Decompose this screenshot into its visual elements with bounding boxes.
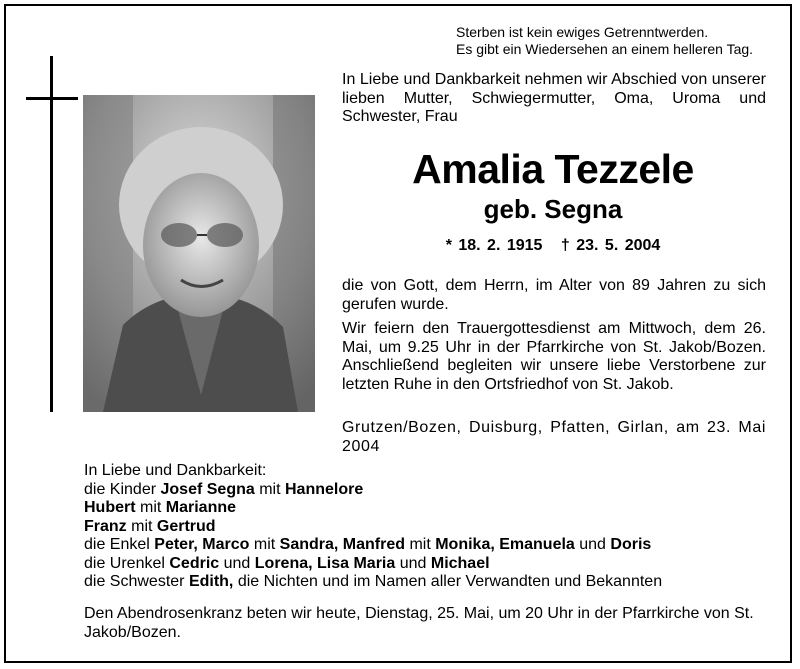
- called-home-text: die von Gott, dem Herrn, im Alter von 89 Jahren zu sich gerufen wurde.: [342, 277, 766, 313]
- mourner-name: Lorena, Lisa Maria: [254, 554, 396, 572]
- mourner-text: mit: [126, 517, 157, 535]
- life-dates: [342, 236, 764, 256]
- mourner-name: Gertrud: [156, 517, 216, 535]
- mourner-name: Marianne: [165, 499, 237, 516]
- mourner-text: und: [395, 554, 431, 572]
- portrait-photo: [83, 95, 315, 412]
- cross-icon: [50, 56, 53, 412]
- mourner-line: [84, 536, 774, 555]
- birth-name: geb. Segna: [483, 194, 623, 224]
- mourner-text: mit: [249, 536, 280, 553]
- mourner-name: Hubert: [84, 499, 136, 516]
- mourner-line: [84, 481, 774, 500]
- motto-line-2: Es gibt ein Wiedersehen an einem helleren Tag.: [456, 41, 754, 57]
- mourner-name: Edith,: [188, 573, 234, 590]
- mourner-text: die Nichten und im Namen aller Verwandten und Bekannten: [233, 573, 663, 590]
- mourner-text: die Enkel: [84, 536, 155, 553]
- mourner-name: Cedric: [169, 554, 220, 572]
- mourner-name: Doris: [610, 536, 652, 553]
- mourner-text: mit: [405, 536, 436, 553]
- motto: [456, 24, 753, 58]
- mourner-name: Franz: [84, 517, 127, 535]
- mourner-line: [84, 499, 774, 518]
- mourners-list: [84, 462, 774, 592]
- funeral-service-text: Wir feiern den Trauergottesdienst am Mittwoch, dem 26. Mai, um 9.25 Uhr in der Pfarrkirche von St. Jakob/Bozen. Anschließend begleiten wir unsere liebe Verstorbene zur letzten Ruhe in den Ortsfriedhof von St. Jakob.: [342, 320, 766, 393]
- mourners-heading: In Liebe und Dankbarkeit:: [84, 462, 267, 479]
- mourner-lines: [84, 481, 774, 592]
- intro-text: In Liebe und Dankbarkeit nehmen wir Abschied von unserer lieben Mutter, Schwiegermutter, Oma, Uroma und Schwester, Frau: [342, 71, 766, 125]
- mourner-name: Josef Segna: [160, 480, 255, 498]
- deceased-name: Amalia Tezzele: [412, 146, 694, 192]
- mourner-name: Sandra, Manfred: [279, 536, 405, 553]
- cross-icon-bar: [26, 97, 78, 100]
- mourner-text: und: [219, 554, 255, 572]
- mourner-text: mit: [135, 499, 166, 516]
- death-date: † 23. 5. 2004: [560, 237, 661, 254]
- mourner-line: [84, 555, 774, 574]
- mourner-name: Michael: [430, 554, 490, 572]
- mourner-name: Peter, Marco: [154, 536, 250, 553]
- mourner-name: Hannelore: [284, 480, 364, 498]
- mourner-text: und: [574, 536, 611, 553]
- rosary-text: Den Abendrosenkranz beten wir heute, Dienstag, 25. Mai, um 20 Uhr in der Pfarrkirche von St. Jakob/Bozen.: [84, 605, 754, 641]
- birth-date: * 18. 2. 1915: [445, 237, 543, 254]
- place-and-date: Grutzen/Bozen, Duisburg, Pfatten, Girlan, am 23. Mai 2004: [342, 419, 766, 455]
- mourner-text: die Schwester: [84, 573, 189, 590]
- mourner-line: [84, 573, 774, 592]
- motto-line-1: Sterben ist kein ewiges Getrenntwerden.: [456, 24, 709, 40]
- mourner-text: die Kinder: [84, 480, 161, 498]
- mourner-text: die Urenkel: [84, 554, 170, 572]
- mourner-text: mit: [254, 480, 285, 498]
- mourner-line: [84, 518, 774, 537]
- mourner-name: Monika, Emanuela: [435, 536, 575, 553]
